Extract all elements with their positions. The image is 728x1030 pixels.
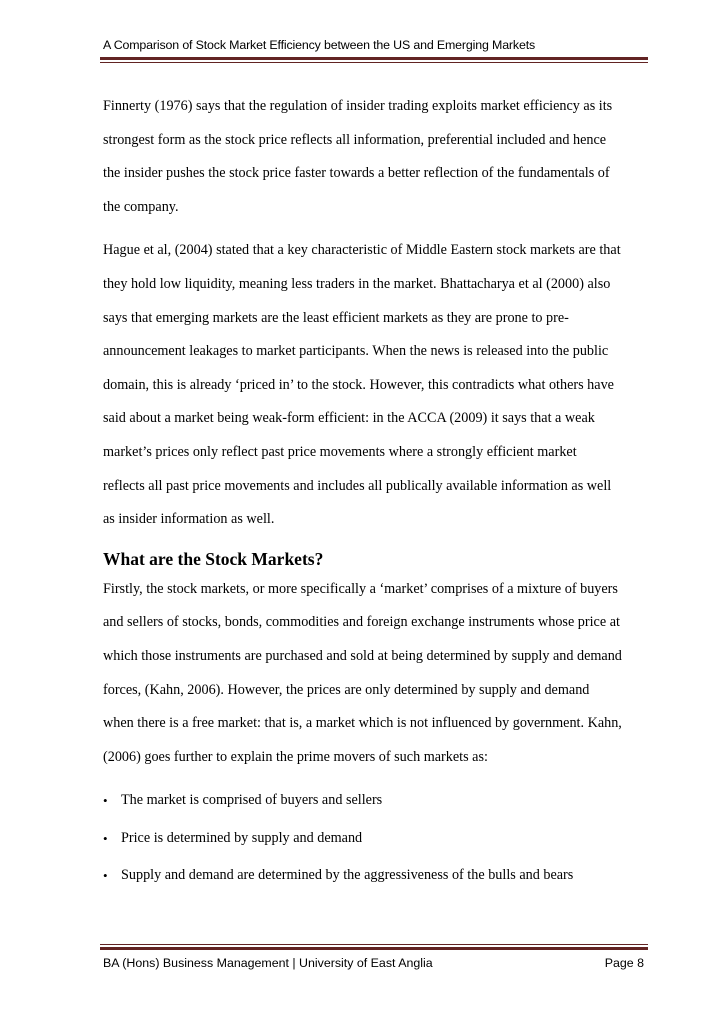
bullet-icon: • xyxy=(103,868,108,884)
text-line: the company. xyxy=(103,198,179,215)
paragraph-stock-markets xyxy=(103,573,648,775)
bullet-icon: • xyxy=(103,830,108,846)
text-line: domain, this is already ‘priced in’ to the stock. However, this contradicts what others have xyxy=(103,376,614,393)
text-line: reflects all past price movements and includes all publically available information as well xyxy=(103,477,612,494)
list-item xyxy=(103,784,648,818)
paragraph-finnerty xyxy=(103,90,648,224)
page-number: Page 8 xyxy=(604,956,644,970)
text-line: when there is a free market: that is, a market which is not influenced by government. Kahn, xyxy=(103,715,622,732)
text-line: which those instruments are purchased and sold at being determined by supply and demand xyxy=(103,647,622,664)
footer-rule xyxy=(100,944,648,945)
text-line: Firstly, the stock markets, or more specifically a ‘market’ comprises of a mixture of buyers xyxy=(103,580,618,597)
list-item-text: Price is determined by supply and demand xyxy=(121,829,363,846)
list-item xyxy=(103,822,648,856)
text-line: as insider information as well. xyxy=(103,511,275,528)
text-line: announcement leakages to market participants. When the news is released into the public xyxy=(103,343,609,360)
bullet-list xyxy=(103,784,648,893)
page-body xyxy=(103,90,648,897)
list-item-text: The market is comprised of buyers and sellers xyxy=(121,792,383,809)
text-line: market’s prices only reflect past price movements where a strongly efficient market xyxy=(103,443,577,460)
text-line: (2006) goes further to explain the prime movers of such markets as: xyxy=(103,748,488,765)
text-line: forces, (Kahn, 2006). However, the prices are only determined by supply and demand xyxy=(103,681,590,698)
text-line: says that emerging markets are the least efficient markets as they are prone to pre- xyxy=(103,309,569,326)
bullet-icon: • xyxy=(103,793,108,809)
footer-institution: BA (Hons) Business Management | University of East Anglia xyxy=(103,956,433,970)
text-line: said about a market being weak-form efficient: in the ACCA (2009) it says that a weak xyxy=(103,410,595,427)
text-line: the insider pushes the stock price faster towards a better reflection of the fundamentals of xyxy=(103,165,610,182)
paragraph-hague xyxy=(103,234,648,536)
header-rule xyxy=(100,57,648,60)
text-line: strongest form as the stock price reflects all information, preferential included and hence xyxy=(103,131,607,148)
section-heading: What are the Stock Markets? xyxy=(103,548,324,569)
text-line: and sellers of stocks, bonds, commodities and foreign exchange instruments whose price at xyxy=(103,614,620,631)
text-line: Hague et al, (2004) stated that a key characteristic of Middle Eastern stock markets are that xyxy=(103,242,621,259)
text-line: Finnerty (1976) says that the regulation of insider trading exploits market efficiency as its xyxy=(103,98,613,114)
text-line: they hold low liquidity, meaning less traders in the market. Bhattacharya et al (2000) also xyxy=(103,275,611,292)
list-item-text: Supply and demand are determined by the aggressiveness of the bulls and bears xyxy=(121,867,574,884)
list-item xyxy=(103,859,648,893)
running-header: A Comparison of Stock Market Efficiency between the US and Emerging Markets xyxy=(103,38,536,52)
